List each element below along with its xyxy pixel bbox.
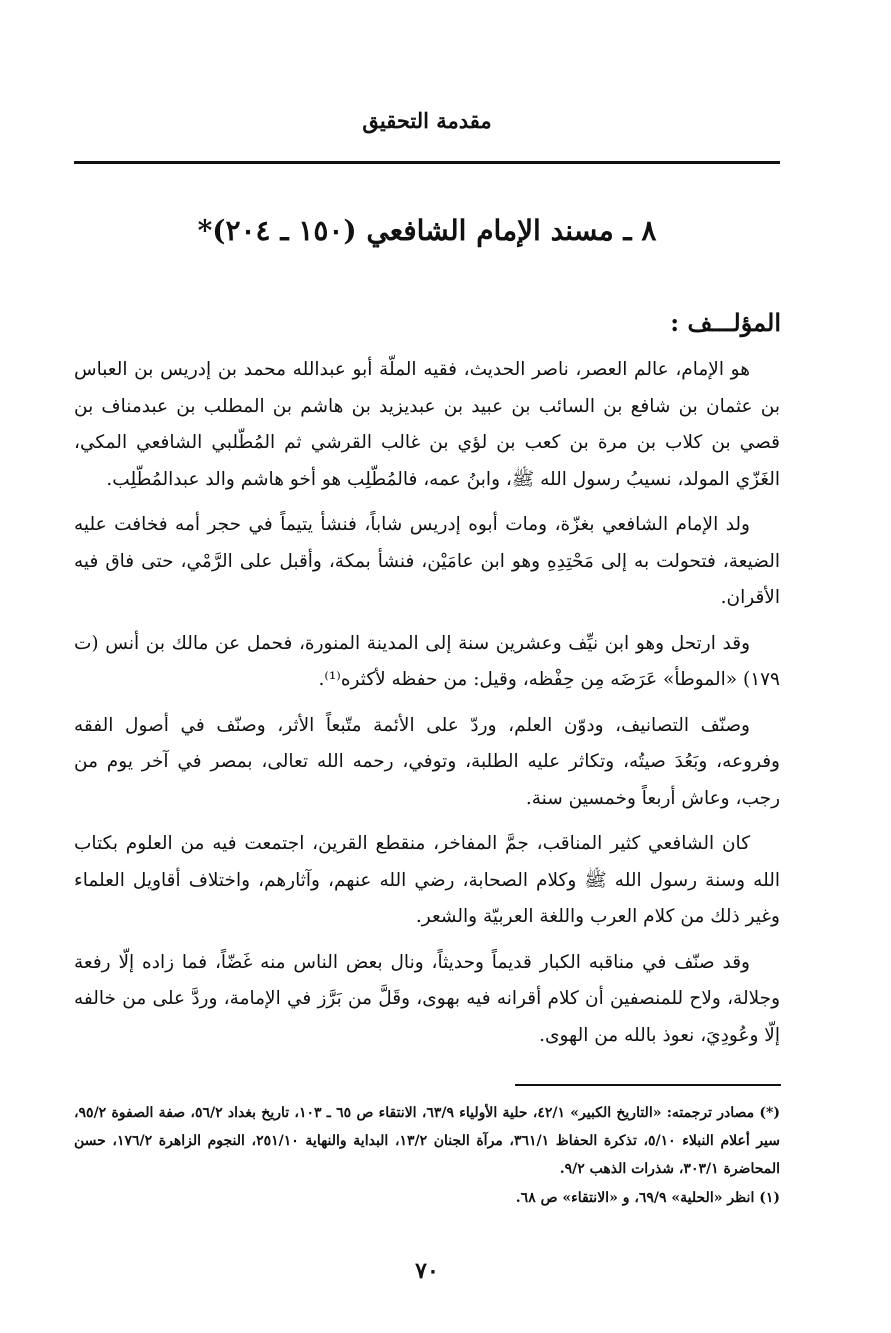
paragraph: هو الإمام، عالم العصر، ناصر الحديث، فقيه الملّة أبو عبدالله محمد بن إدريس بن العباس بن عثمان بن شافع بن السائب بن عبيد بن عبديزيد بن هاشم بن المطلب بن عبدمناف بن قصي بن كلاب بن مرة بن كعب بن لؤي بن غالب القرشي ثم المُطّلبي الشافعي المكي، الغَزّي المولد، نسيبُ رسول الله ﷺ، وابنُ عمه، فالمُطّلِب هو أخو هاشم والد عبدالمُطّلِب.	[74, 359, 780, 490]
paragraph: كان الشافعي كثير المناقب، جمَّ المفاخر، منقطع القرين، اجتمعت فيه من العلوم بكتاب الله وسنة رسول الله ﷺ وكلام الصحابة، رضي الله عنهم، وآثارهم، واختلاف أقاويل العلماء وغير ذلك من كلام العرب واللغة العربيّة والشعر.	[74, 833, 780, 927]
paragraph: ولد الإمام الشافعي بغزّة، ومات أبوه إدريس شاباً، فنشأ يتيماً في حجر أمه فخافت عليه الضيعة، فتحولت به إلى مَحْتِدِهِ وهو ابن عامَيْن، فنشأ بمكة، وأقبل على الرَّمْي، حتى فاق فيه الأقران.	[74, 514, 780, 608]
header-rule	[74, 161, 780, 164]
paragraph: وقد صنّف في مناقبه الكبار قديماً وحديثاً، ونال بعض الناس منه غَضّاً، فما زاده إلّا رفعة وجلالة، ولاح للمنصفين أن كلام أقرانه فيه بهوى، وقَلَّ من بَرَّز في الإمامة، وردَّ على من خالفه إلّا وعُودِيَ، نعوذ بالله من الهوى.	[74, 951, 780, 1046]
body-text	[74, 352, 780, 1063]
paragraph: وقد ارتحل وهو ابن نيِّف وعشرين سنة إلى المدينة المنورة، فحمل عن مالك بن أنس (ت ١٧٩) «الموطأ» عَرَضَه مِن حِفْظه، وقيل: من حفظه لأكثره⁽¹⁾.	[74, 632, 780, 690]
page-number: ٧٠	[415, 1258, 439, 1284]
footnote-1: (١) انظر «الحلية» ٦٩/٩، و «الانتقاء» ص ٦٨.	[515, 1190, 780, 1206]
section-label: المؤلـــف :	[670, 308, 781, 337]
footnotes	[74, 1099, 780, 1213]
chapter-title: ٨ ـ مسند الإمام الشافعي (١٥٠ ـ ٢٠٤)*	[197, 214, 657, 247]
running-head: مقدمة التحقيق	[362, 108, 492, 133]
footnote-rule	[515, 1084, 781, 1086]
paragraph: وصنّف التصانيف، ودوّن العلم، وردّ على الأئمة متّبعاً الأثر، وصنّف في أصول الفقه وفروعه، وبَعُدَ صيتُه، وتكاثر عليه الطلبة، وتوفي، رحمه الله تعالى، بمصر في آخر يوم من رجب، وعاش أربعاً وخمسين سنة.	[74, 714, 780, 809]
footnote-sources: (*) مصادر ترجمته: «التاريخ الكبير» ٤٢/١، حلية الأولياء ٦٣/٩، الانتقاء ص ٦٥ ـ ١٠٣، تاريخ بغداد ٥٦/٢، صفة الصفوة ٩٥/٢، سير أعلام النبلاء ٥/١٠، تذكرة الحفاظ ٣٦١/١، مرآة الجنان ١٣/٢، البداية والنهاية ٢٥١/١٠، النجوم الزاهرة ١٧٦/٢، حسن المحاضرة ٣٠٣/١، شذرات الذهب ٩/٢.	[74, 1105, 781, 1177]
